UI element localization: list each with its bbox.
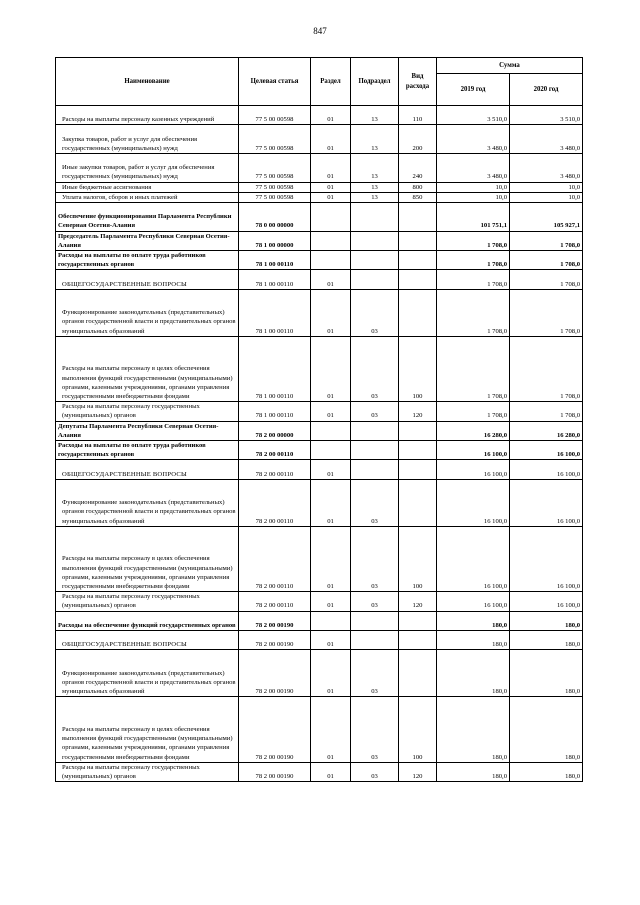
row-subsection: 13 [351, 192, 399, 202]
row-section: 01 [311, 592, 351, 611]
row-target-code: 78 0 00 00000 [239, 202, 311, 231]
row-section: 01 [311, 192, 351, 202]
table-row [56, 270, 583, 289]
row-amount-2020: 3 480,0 [510, 153, 583, 182]
table-row [56, 697, 583, 762]
row-name: Расходы на выплаты персоналу государственных (муниципальных) органов [56, 762, 239, 781]
table-row [56, 611, 583, 630]
row-amount-2019: 180,0 [437, 697, 510, 762]
row-target-code: 77 5 00 00598 [239, 153, 311, 182]
row-amount-2020: 1 708,0 [510, 250, 583, 269]
row-target-code: 78 1 00 00110 [239, 250, 311, 269]
header-year-2019: 2019 год [437, 74, 510, 106]
table-row [56, 106, 583, 125]
row-expense-type: 120 [399, 592, 437, 611]
row-target-code: 77 5 00 00598 [239, 182, 311, 192]
row-section: 01 [311, 526, 351, 591]
row-expense-type [399, 440, 437, 459]
row-expense-type [399, 250, 437, 269]
row-section [311, 250, 351, 269]
table-row [56, 526, 583, 591]
row-amount-2019: 1 708,0 [437, 270, 510, 289]
table-row [56, 250, 583, 269]
row-name: Расходы на выплаты персоналу в целях обеспечения выполнения функций государственными (муниципальными) органами, казенными учреждениями, органами управления государственными внебюджетными фондами [56, 697, 239, 762]
row-name: Председатель Парламента Республики Северная Осетия-Алания [56, 231, 239, 250]
row-subsection [351, 421, 399, 440]
row-target-code: 77 5 00 00598 [239, 106, 311, 125]
table-header [56, 58, 583, 106]
row-amount-2020: 1 708,0 [510, 402, 583, 421]
row-name: Расходы на выплаты по оплате труда работников государственных органов [56, 250, 239, 269]
row-amount-2019: 1 708,0 [437, 231, 510, 250]
row-subsection: 13 [351, 182, 399, 192]
row-name: Расходы на выплаты по оплате труда работников государственных органов [56, 440, 239, 459]
row-amount-2019: 1 708,0 [437, 250, 510, 269]
row-name: ОБЩЕГОСУДАРСТВЕННЫЕ ВОПРОСЫ [56, 630, 239, 649]
row-section: 01 [311, 762, 351, 781]
row-name: Обеспечение функционирования Парламента Республики Северная Осетия-Алания [56, 202, 239, 231]
row-amount-2019: 180,0 [437, 762, 510, 781]
row-target-code: 78 2 00 00000 [239, 421, 311, 440]
row-expense-type [399, 421, 437, 440]
table-body [56, 106, 583, 782]
row-amount-2020: 3 480,0 [510, 125, 583, 154]
row-target-code: 78 1 00 00110 [239, 270, 311, 289]
row-section [311, 440, 351, 459]
row-amount-2019: 16 100,0 [437, 460, 510, 479]
table-row [56, 440, 583, 459]
row-target-code: 77 5 00 00598 [239, 192, 311, 202]
row-expense-type: 240 [399, 153, 437, 182]
row-expense-type [399, 460, 437, 479]
row-amount-2019: 180,0 [437, 611, 510, 630]
row-amount-2020: 1 708,0 [510, 231, 583, 250]
row-amount-2019: 1 708,0 [437, 402, 510, 421]
row-subsection: 03 [351, 289, 399, 336]
table-row [56, 202, 583, 231]
row-section: 01 [311, 630, 351, 649]
row-amount-2019: 10,0 [437, 192, 510, 202]
row-subsection [351, 460, 399, 479]
row-section [311, 611, 351, 630]
row-section: 01 [311, 650, 351, 697]
table-row [56, 592, 583, 611]
row-section: 01 [311, 289, 351, 336]
row-target-code: 78 2 00 00190 [239, 762, 311, 781]
row-name: Расходы на обеспечение функций государственных органов [56, 611, 239, 630]
row-target-code: 78 2 00 00110 [239, 460, 311, 479]
row-subsection [351, 630, 399, 649]
row-target-code: 78 2 00 00110 [239, 526, 311, 591]
row-name: ОБЩЕГОСУДАРСТВЕННЫЕ ВОПРОСЫ [56, 270, 239, 289]
row-amount-2020: 16 100,0 [510, 479, 583, 526]
table-row [56, 630, 583, 649]
row-name: Расходы на выплаты персоналу в целях обеспечения выполнения функций государственными (муниципальными) органами, казенными учреждениями, органами управления государственными внебюджетными фондами [56, 526, 239, 591]
table-row [56, 182, 583, 192]
row-expense-type: 110 [399, 106, 437, 125]
row-amount-2019: 101 751,1 [437, 202, 510, 231]
row-subsection: 03 [351, 650, 399, 697]
row-target-code: 78 2 00 00190 [239, 611, 311, 630]
row-expense-type [399, 611, 437, 630]
row-subsection [351, 270, 399, 289]
row-name: Функционирование законодательных (представительных) органов государственной власти и представительных органов муниципальных образований [56, 650, 239, 697]
row-section: 01 [311, 106, 351, 125]
row-subsection: 03 [351, 592, 399, 611]
table-row [56, 153, 583, 182]
row-subsection: 03 [351, 526, 399, 591]
row-target-code: 78 2 00 00190 [239, 650, 311, 697]
table-row [56, 336, 583, 401]
header-sum: Сумма [437, 58, 583, 74]
row-name: Закупка товаров, работ и услуг для обеспечения государственных (муниципальных) нужд [56, 125, 239, 154]
row-amount-2020: 1 708,0 [510, 336, 583, 401]
row-amount-2019: 180,0 [437, 630, 510, 649]
row-target-code: 78 2 00 00110 [239, 479, 311, 526]
header-section: Раздел [311, 58, 351, 106]
table-row [56, 479, 583, 526]
row-amount-2019: 1 708,0 [437, 289, 510, 336]
table-row [56, 125, 583, 154]
row-subsection: 03 [351, 762, 399, 781]
row-target-code: 78 2 00 00110 [239, 440, 311, 459]
row-amount-2020: 180,0 [510, 611, 583, 630]
row-subsection [351, 202, 399, 231]
table-row [56, 289, 583, 336]
row-section: 01 [311, 125, 351, 154]
table-row [56, 402, 583, 421]
row-name: Функционирование законодательных (представительных) органов государственной власти и представительных органов муниципальных образований [56, 289, 239, 336]
row-expense-type [399, 630, 437, 649]
row-amount-2020: 10,0 [510, 192, 583, 202]
row-target-code: 78 1 00 00110 [239, 402, 311, 421]
row-expense-type: 120 [399, 762, 437, 781]
row-target-code: 78 1 00 00000 [239, 231, 311, 250]
row-subsection [351, 611, 399, 630]
row-section: 01 [311, 460, 351, 479]
row-section: 01 [311, 697, 351, 762]
table-row [56, 421, 583, 440]
row-section: 01 [311, 153, 351, 182]
row-target-code: 78 1 00 00110 [239, 336, 311, 401]
row-expense-type: 100 [399, 526, 437, 591]
row-name: Расходы на выплаты персоналу казенных учреждений [56, 106, 239, 125]
row-amount-2020: 16 100,0 [510, 526, 583, 591]
row-name: Иные бюджетные ассигнования [56, 182, 239, 192]
row-subsection: 03 [351, 479, 399, 526]
row-name: Функционирование законодательных (представительных) органов государственной власти и представительных органов муниципальных образований [56, 479, 239, 526]
row-subsection: 13 [351, 125, 399, 154]
row-expense-type [399, 289, 437, 336]
row-expense-type [399, 479, 437, 526]
row-expense-type: 100 [399, 697, 437, 762]
row-expense-type: 800 [399, 182, 437, 192]
row-expense-type [399, 231, 437, 250]
row-subsection [351, 250, 399, 269]
header-expense-type: Вид расхода [399, 58, 437, 106]
row-amount-2020: 3 510,0 [510, 106, 583, 125]
row-amount-2020: 10,0 [510, 182, 583, 192]
row-subsection: 03 [351, 336, 399, 401]
row-name: Депутаты Парламента Республики Северная Осетия-Алания [56, 421, 239, 440]
row-amount-2020: 1 708,0 [510, 289, 583, 336]
row-amount-2019: 16 100,0 [437, 479, 510, 526]
table-row [56, 192, 583, 202]
row-expense-type: 200 [399, 125, 437, 154]
row-name: Расходы на выплаты персоналу государственных (муниципальных) органов [56, 592, 239, 611]
row-target-code: 78 1 00 00110 [239, 289, 311, 336]
row-amount-2019: 3 510,0 [437, 106, 510, 125]
row-amount-2019: 3 480,0 [437, 125, 510, 154]
row-expense-type: 100 [399, 336, 437, 401]
row-section [311, 231, 351, 250]
table-row [56, 762, 583, 781]
row-section: 01 [311, 336, 351, 401]
row-expense-type [399, 202, 437, 231]
row-expense-type: 120 [399, 402, 437, 421]
row-amount-2020: 16 100,0 [510, 440, 583, 459]
page-number: 847 [313, 26, 327, 36]
table-row [56, 460, 583, 479]
row-name: Уплата налогов, сборов и иных платежей [56, 192, 239, 202]
row-amount-2020: 16 100,0 [510, 460, 583, 479]
row-subsection: 03 [351, 697, 399, 762]
row-amount-2019: 1 708,0 [437, 336, 510, 401]
row-name: Расходы на выплаты персоналу в целях обеспечения выполнения функций государственными (муниципальными) органами, казенными учреждениями, органами управления государственными внебюджетными фондами [56, 336, 239, 401]
row-amount-2020: 16 280,0 [510, 421, 583, 440]
row-amount-2020: 180,0 [510, 630, 583, 649]
row-subsection [351, 440, 399, 459]
row-target-code: 77 5 00 00598 [239, 125, 311, 154]
row-subsection: 13 [351, 153, 399, 182]
row-section: 01 [311, 479, 351, 526]
row-amount-2019: 16 100,0 [437, 526, 510, 591]
row-amount-2020: 180,0 [510, 762, 583, 781]
row-expense-type [399, 650, 437, 697]
table-row [56, 231, 583, 250]
row-subsection: 13 [351, 106, 399, 125]
row-amount-2020: 180,0 [510, 650, 583, 697]
table-row [56, 650, 583, 697]
row-target-code: 78 2 00 00190 [239, 697, 311, 762]
row-amount-2019: 3 480,0 [437, 153, 510, 182]
header-subsection: Подраздел [351, 58, 399, 106]
row-target-code: 78 2 00 00190 [239, 630, 311, 649]
budget-table [55, 57, 583, 782]
header-target: Целевая статья [239, 58, 311, 106]
row-expense-type: 850 [399, 192, 437, 202]
row-amount-2020: 16 100,0 [510, 592, 583, 611]
header-name: Наименование [56, 58, 239, 106]
row-section: 01 [311, 182, 351, 192]
row-subsection [351, 231, 399, 250]
row-name: Иные закупки товаров, работ и услуг для обеспечения государственных (муниципальных) нужд [56, 153, 239, 182]
row-section [311, 421, 351, 440]
row-section: 01 [311, 402, 351, 421]
row-amount-2019: 16 280,0 [437, 421, 510, 440]
row-name: Расходы на выплаты персоналу государственных (муниципальных) органов [56, 402, 239, 421]
row-amount-2020: 105 927,1 [510, 202, 583, 231]
row-amount-2019: 10,0 [437, 182, 510, 192]
row-amount-2019: 16 100,0 [437, 592, 510, 611]
row-subsection: 03 [351, 402, 399, 421]
row-section [311, 202, 351, 231]
row-amount-2019: 16 100,0 [437, 440, 510, 459]
header-year-2020: 2020 год [510, 74, 583, 106]
row-amount-2020: 180,0 [510, 697, 583, 762]
row-expense-type [399, 270, 437, 289]
row-section: 01 [311, 270, 351, 289]
row-target-code: 78 2 00 00110 [239, 592, 311, 611]
row-amount-2019: 180,0 [437, 650, 510, 697]
row-amount-2020: 1 708,0 [510, 270, 583, 289]
row-name: ОБЩЕГОСУДАРСТВЕННЫЕ ВОПРОСЫ [56, 460, 239, 479]
